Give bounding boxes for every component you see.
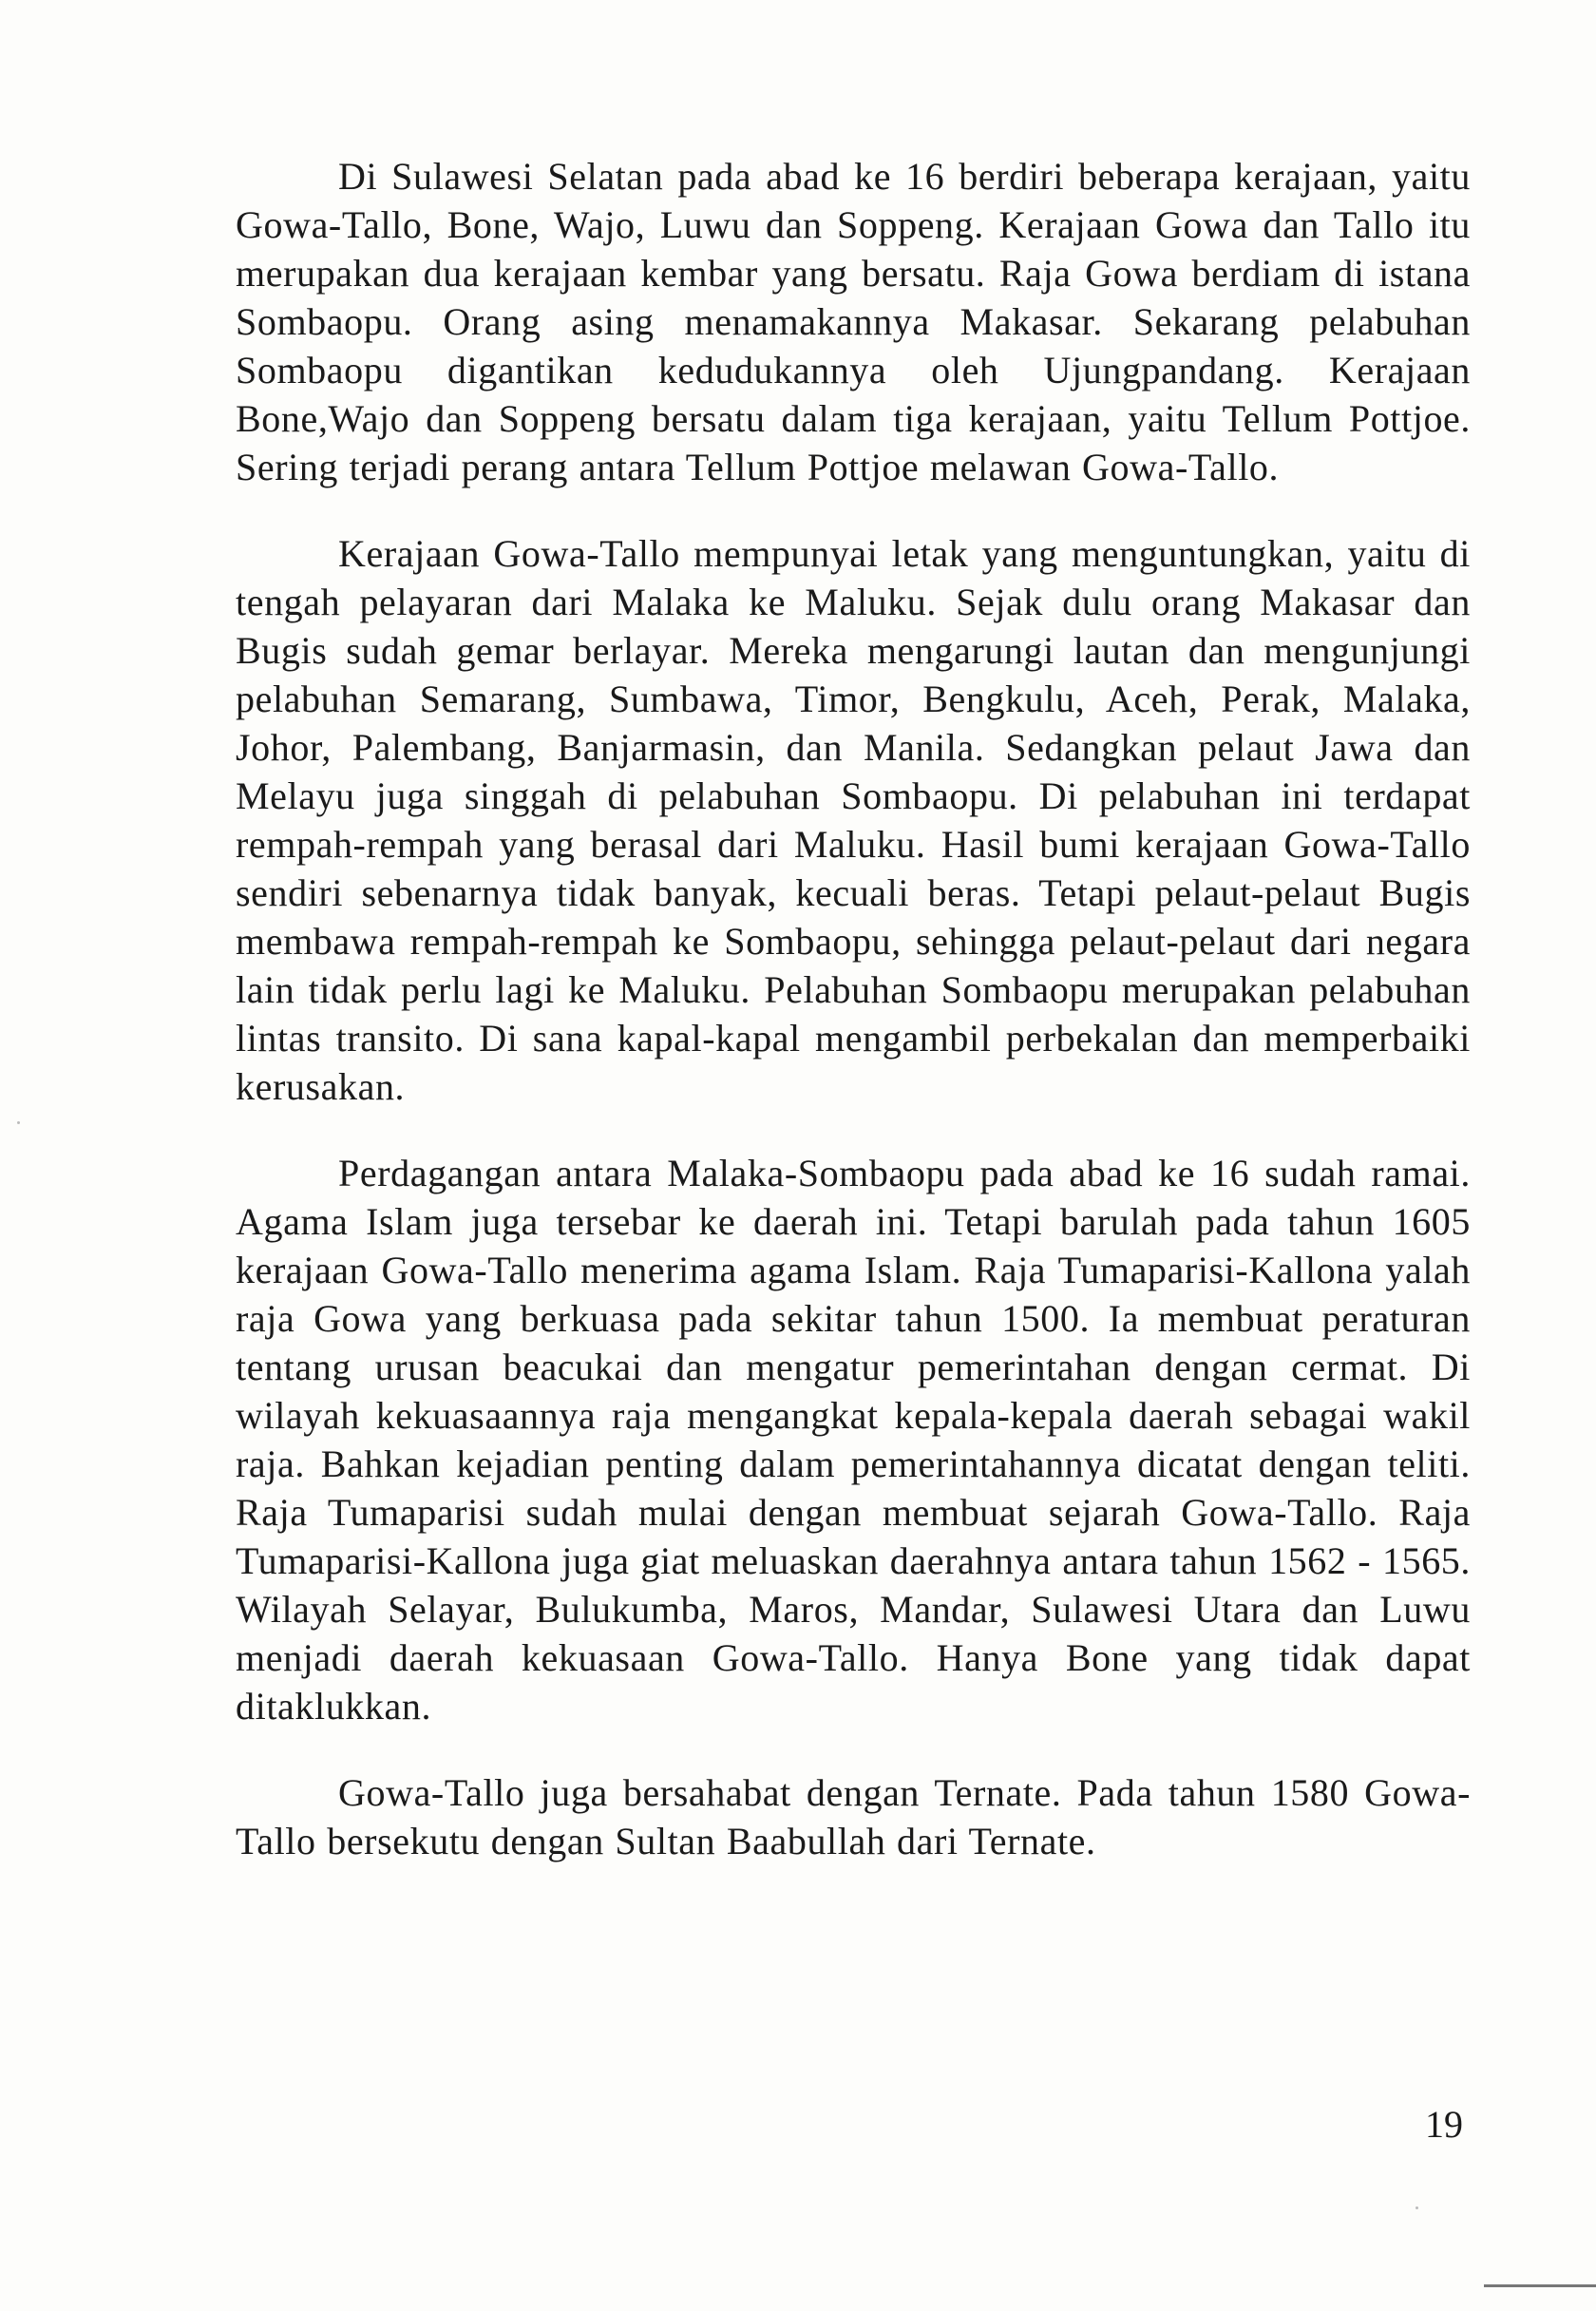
paragraph-3: Perdagangan antara Malaka-Sombaopu pada abad ke 16 sudah ramai. Agama Islam juga tersebar ke daerah ini. Tetapi barulah pada tahun 1605 kerajaan Gowa-Tallo menerima agama Islam. Raja Tumaparisi-Kallona yalah raja Gowa yang berkuasa pada sekitar tahun 1500. Ia membuat peraturan tentang urusan beacukai dan mengatur pemerintahan dengan cermat. Di wilayah kekuasaannya raja mengangkat kepala-kepala daerah sebagai wakil raja. Bahkan kejadian penting dalam pemerintahannya dicatat dengan teliti. Raja Tumaparisi sudah mulai dengan membuat sejarah Gowa-Tallo. Raja Tumaparisi-Kallona juga giat meluaskan daerahnya antara tahun 1562 - 1565. Wilayah Selayar, Bulukumba, Maros, Mandar, Sulawesi Utara dan Luwu menjadi daerah kekuasaan Gowa-Tallo. Hanya Bone yang tidak dapat ditaklukkan. — [236, 1152, 1471, 1728]
scan-edge-line — [1484, 2284, 1596, 2287]
scan-speck — [17, 1121, 20, 1124]
paragraph-4: Gowa-Tallo juga bersahabat dengan Ternate. Pada tahun 1580 Gowa-Tallo bersekutu dengan Sultan Baabullah dari Ternate. — [236, 1771, 1471, 1862]
scan-speck — [1416, 2206, 1418, 2209]
page-number: 19 — [1425, 2103, 1463, 2146]
body-text — [236, 152, 1471, 1903]
paragraph-2: Kerajaan Gowa-Tallo mempunyai letak yang menguntungkan, yaitu di tengah pelayaran dari Malaka ke Maluku. Sejak dulu orang Makasar dan Bugis sudah gemar berlayar. Mereka mengarungi lautan dan mengunjungi pelabuhan Semarang, Sumbawa, Timor, Bengkulu, Aceh, Perak, Malaka, Johor, Palembang, Banjarmasin, dan Manila. Sedangkan pelaut Jawa dan Melayu juga singgah di pelabuhan Sombaopu. Di pelabuhan ini terdapat rempah-rempah yang berasal dari Maluku. Hasil bumi kerajaan Gowa-Tallo sendiri sebenarnya tidak banyak, kecuali beras. Tetapi pelaut-pelaut Bugis membawa rempah-rempah ke Sombaopu, sehingga pelaut-pelaut dari negara lain tidak perlu lagi ke Maluku. Pelabuhan Sombaopu merupakan pelabuhan lintas transito. Di sana kapal-kapal mengambil perbekalan dan memperbaiki kerusakan. — [236, 532, 1471, 1108]
paragraph-1: Di Sulawesi Selatan pada abad ke 16 berdiri beberapa kerajaan, yaitu Gowa-Tallo, Bone, Wajo, Luwu dan Soppeng. Kerajaan Gowa dan Tallo itu merupakan dua kerajaan kembar yang bersatu. Raja Gowa berdiam di istana Sombaopu. Orang asing menamakannya Makasar. Sekarang pelabuhan Sombaopu digantikan kedudukannya oleh Ujungpandang. Kerajaan Bone,Wajo dan Soppeng bersatu dalam tiga kerajaan, yaitu Tellum Pottjoe. Sering terjadi perang antara Tellum Pottjoe melawan Gowa-Tallo. — [236, 155, 1471, 488]
